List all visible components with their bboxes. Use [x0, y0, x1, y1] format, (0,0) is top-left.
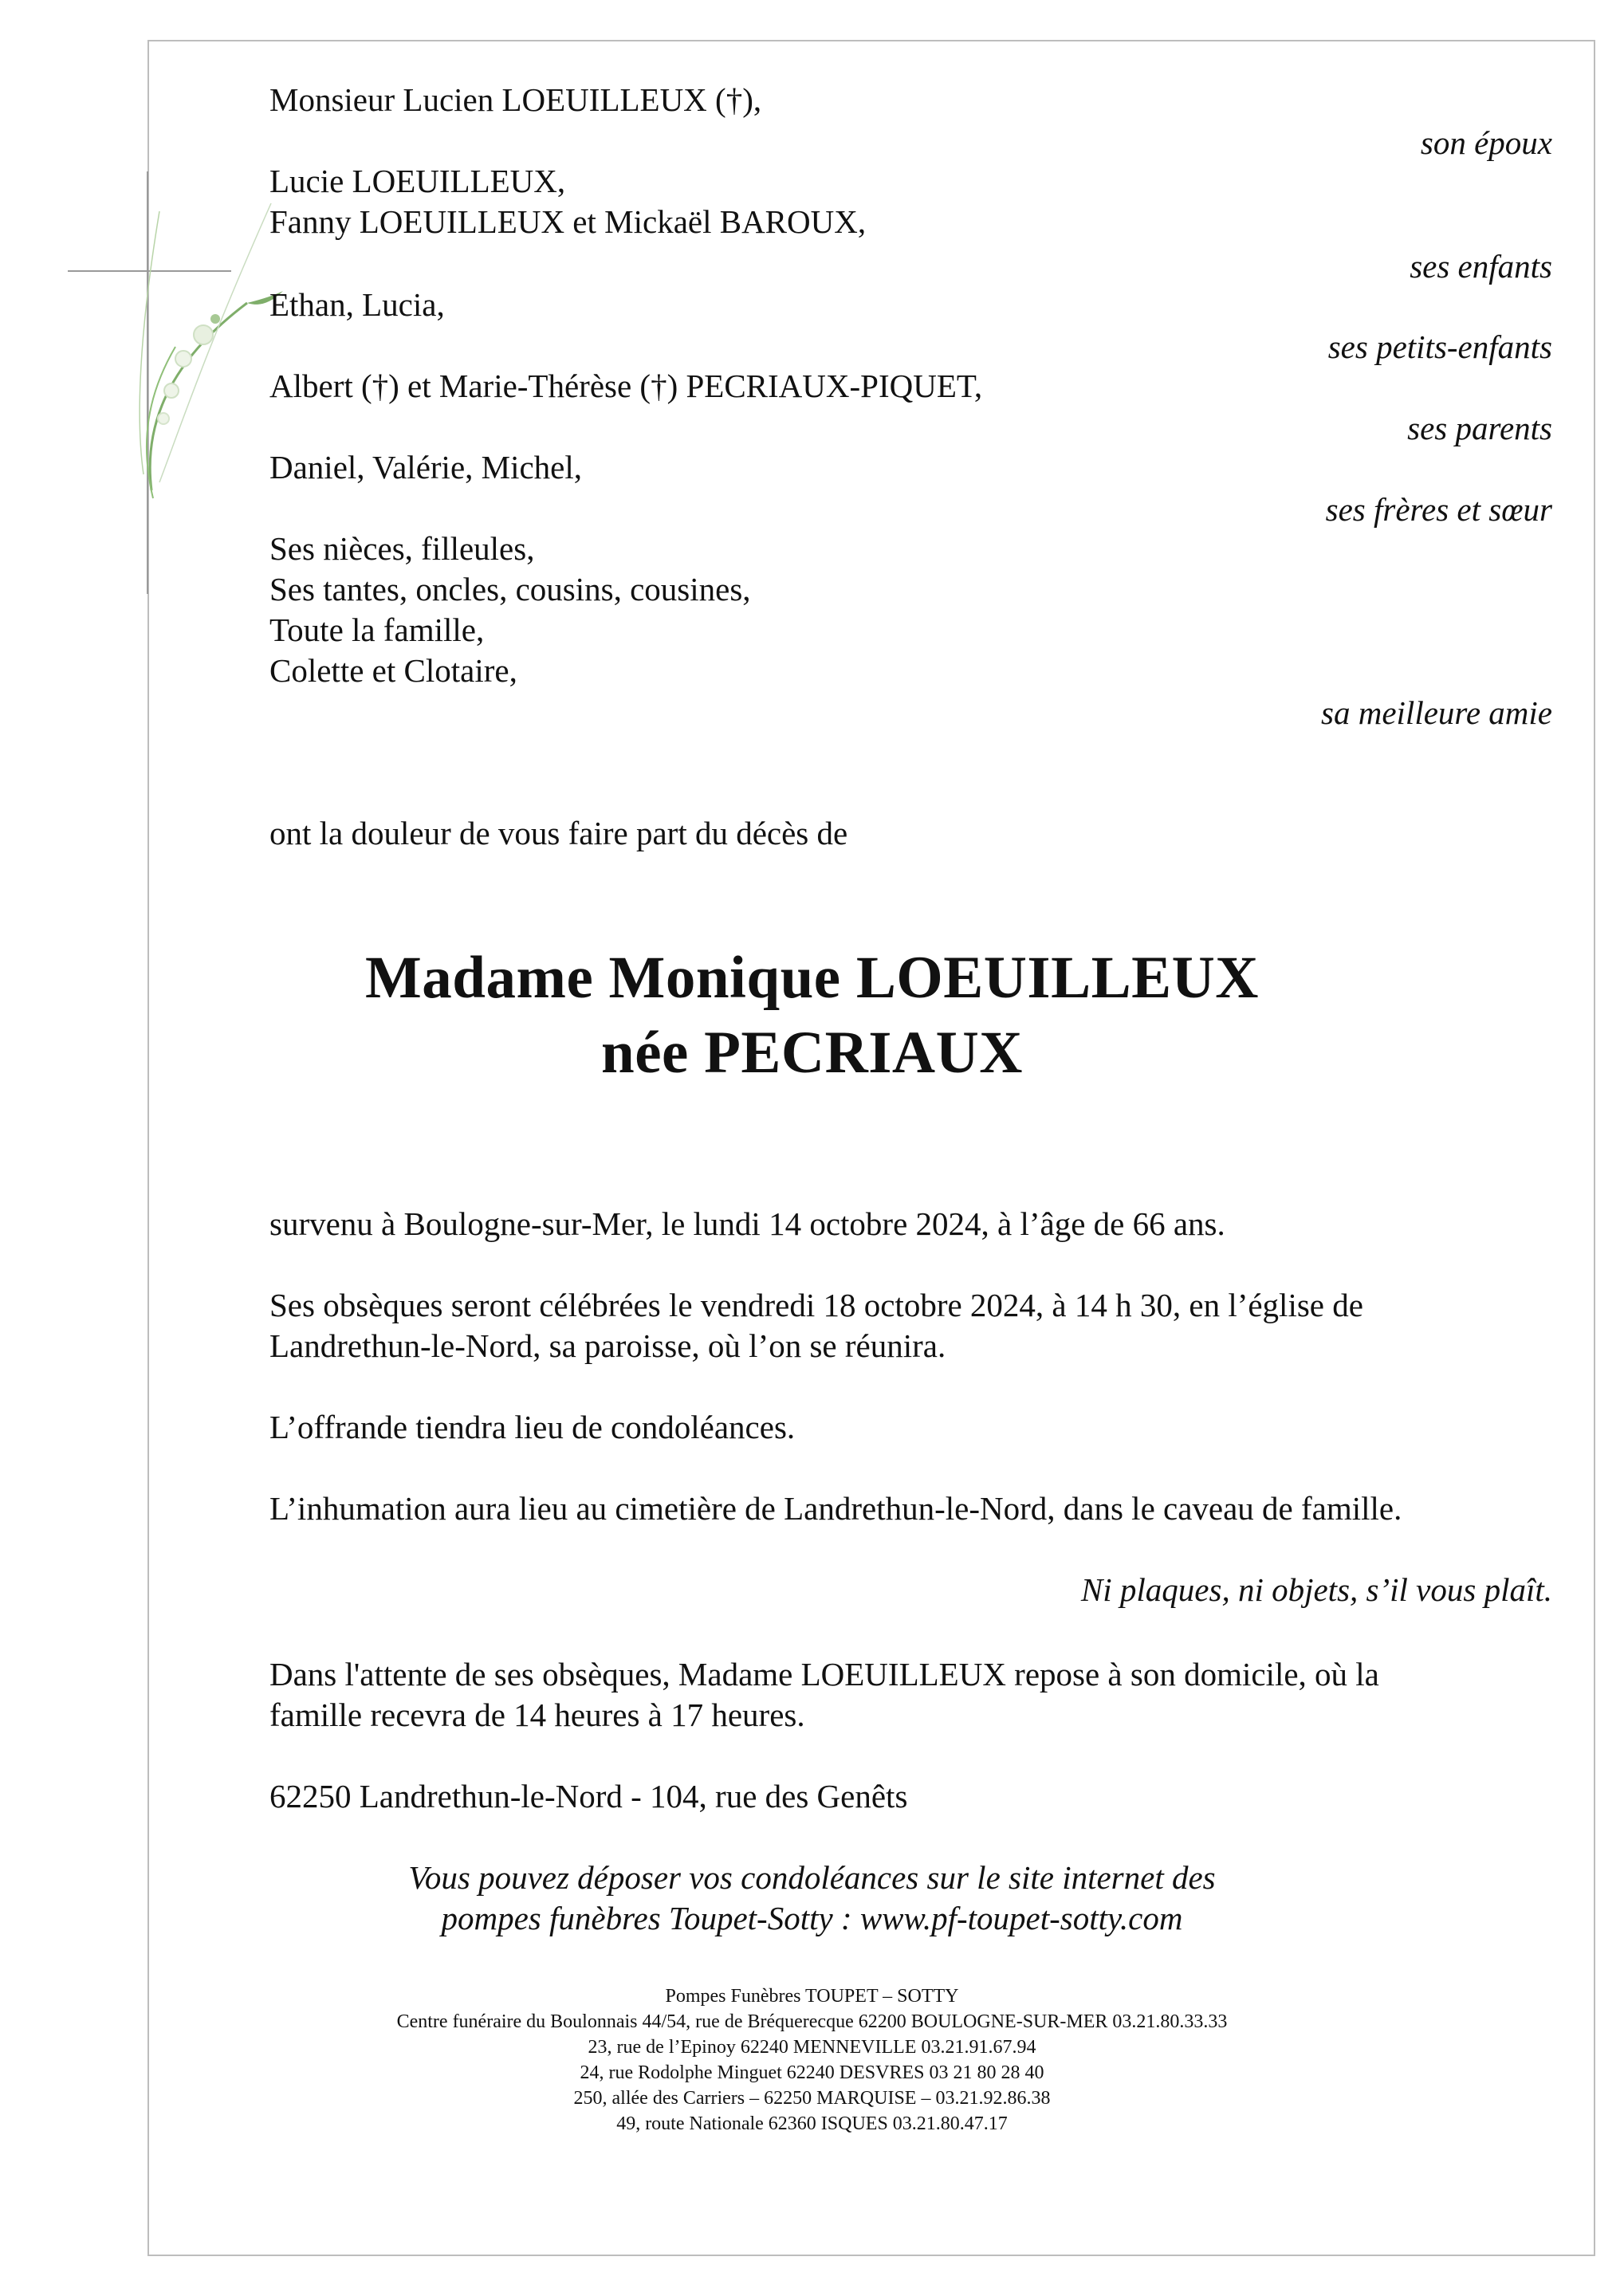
family-line: Ses nièces, filleules,: [269, 530, 535, 567]
footer-line: 250, allée des Carriers – 62250 MARQUISE – 03.21.92.86.38: [573, 2088, 1051, 2109]
website-note: Vous pouvez déposer vos condoléances sur le site internet des: [408, 1859, 1216, 1896]
family-line: Toute la famille,: [269, 611, 485, 648]
family-line: Fanny LOEUILLEUX et Mickaël BAROUX,: [269, 203, 867, 240]
family-line: Ethan, Lucia,: [269, 286, 445, 323]
rest-detail: Dans l'attente de ses obsèques, Madame LOEUILLEUX repose à son domicile, où la: [269, 1656, 1379, 1693]
rest-detail: famille recevra de 14 heures à 17 heures.: [269, 1696, 805, 1733]
announcement-text: ont la douleur de vous faire part du décès de: [269, 815, 848, 851]
relation-label: ses parents: [1407, 410, 1552, 446]
footer-line: 23, rue de l’Epinoy 62240 MENNEVILLE 03.21.91.67.94: [588, 2037, 1036, 2058]
family-line: Lucie LOEUILLEUX,: [269, 163, 566, 199]
burial-detail: L’inhumation aura lieu au cimetière de Landrethun-le-Nord, dans le caveau de famille.: [269, 1490, 1402, 1527]
family-line: Monsieur Lucien LOEUILLEUX (†),: [269, 81, 762, 118]
family-line: Albert (†) et Marie-Thérèse (†) PECRIAUX-PIQUET,: [269, 368, 983, 404]
footer-line: 49, route Nationale 62360 ISQUES 03.21.80.47.17: [616, 2113, 1008, 2134]
cross-lily-decoration-icon: [64, 155, 287, 602]
address-detail: 62250 Landrethun-le-Nord - 104, rue des Genêts: [269, 1778, 908, 1814]
deceased-maiden-name: née PECRIAUX: [601, 1020, 1023, 1086]
relation-label: ses petits-enfants: [1327, 328, 1552, 365]
relation-label: ses enfants: [1410, 248, 1552, 285]
funeral-detail: Ses obsèques seront célébrées le vendredi 18 octobre 2024, à 14 h 30, en l’église de: [269, 1287, 1363, 1323]
footer-line: 24, rue Rodolphe Minguet 62240 DESVRES 03 21 80 28 40: [580, 2062, 1044, 2083]
footer-line: Pompes Funèbres TOUPET – SOTTY: [665, 1986, 959, 2007]
family-line: Daniel, Valérie, Michel,: [269, 449, 583, 486]
no-plaques-note: Ni plaques, ni objets, s’il vous plaît.: [1080, 1571, 1552, 1608]
family-line: Colette et Clotaire,: [269, 652, 517, 689]
relation-label: sa meilleure amie: [1321, 694, 1552, 731]
footer-line: Centre funéraire du Boulonnais 44/54, rue de Bréquerecque 62200 BOULOGNE-SUR-MER 03.21.80.33.33: [396, 2011, 1228, 2032]
relation-label: son époux: [1420, 124, 1552, 161]
deceased-name: Madame Monique LOEUILLEUX: [365, 945, 1259, 1011]
death-detail: survenu à Boulogne-sur-Mer, le lundi 14 octobre 2024, à l’âge de 66 ans.: [269, 1205, 1225, 1242]
website-note: pompes funèbres Toupet-Sotty : www.pf-toupet-sotty.com: [441, 1900, 1183, 1936]
offering-detail: L’offrande tiendra lieu de condoléances.: [269, 1409, 796, 1445]
relation-label: ses frères et sœur: [1325, 491, 1552, 528]
funeral-detail: Landrethun-le-Nord, sa paroisse, où l’on se réunira.: [269, 1327, 946, 1364]
family-line: Ses tantes, oncles, cousins, cousines,: [269, 571, 751, 607]
